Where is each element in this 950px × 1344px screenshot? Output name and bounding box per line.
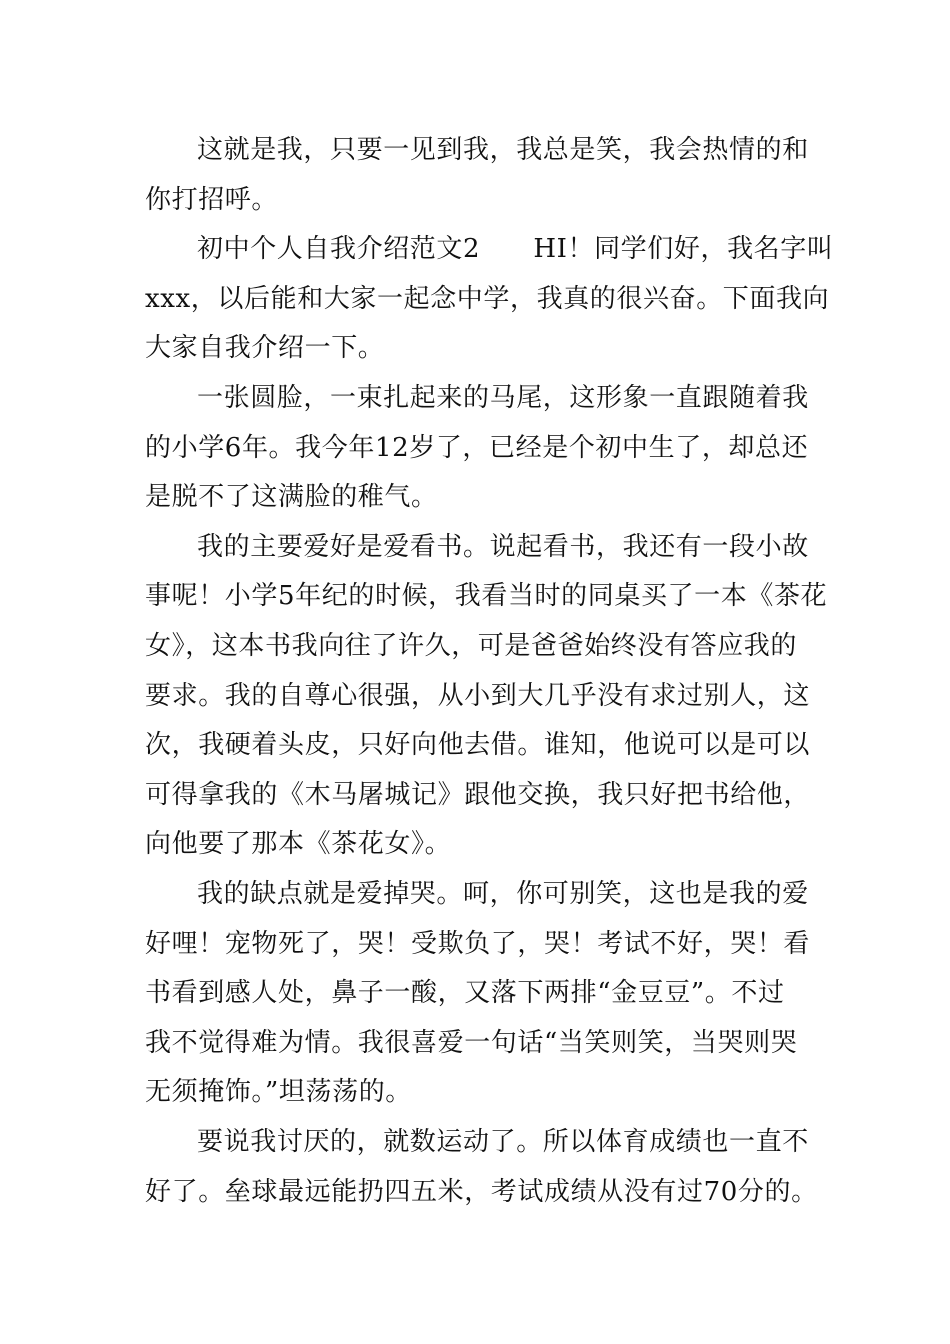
text-line: 是脱不了这满脸的稚气。 [145,482,438,512]
text-line: 初中个人自我介绍范文2 HI！同学们好，我名字叫 [197,234,834,264]
text-line: 我的主要爱好是爱看书。说起看书，我还有一段小故 [197,532,809,562]
text-line: 的小学6年。我今年12岁了，已经是个初中生了，却总还 [145,433,809,463]
text-line: 大家自我介绍一下。 [145,333,385,363]
text-line: 向他要了那本《茶花女》。 [145,829,452,859]
text-line: 一张圆脸，一束扎起来的马尾，这形象一直跟随着我 [197,383,809,413]
text-line: 可得拿我的《木马屠城记》跟他交换，我只好把书给他， [145,780,811,810]
text-line: 好了。垒球最远能扔四五米，考试成绩从没有过70分的。 [145,1177,818,1207]
text-line: 事呢！小学5年纪的时候，我看当时的同桌买了一本《茶花 [145,581,828,611]
text-line: 女》，这本书我向往了许久，可是爸爸始终没有答应我的 [145,631,798,661]
text-line: 要说我讨厌的，就数运动了。所以体育成绩也一直不 [197,1127,809,1157]
text-line: xxx，以后能和大家一起念中学，我真的很兴奋。下面我向 [145,284,830,314]
text-line: 要求。我的自尊心很强，从小到大几乎没有求过别人，这 [145,681,811,711]
text-line: 书看到感人处，鼻子一酸，又落下两排“金豆豆”。不过 [145,978,785,1008]
text-line: 我不觉得难为情。我很喜爱一句话“当笑则笑，当哭则哭 [145,1028,798,1058]
text-line: 我的缺点就是爱掉哭。呵，你可别笑，这也是我的爱 [197,879,809,909]
text-line: 这就是我，只要一见到我，我总是笑，我会热情的和 [197,135,809,165]
text-line: 好哩！宠物死了，哭！受欺负了，哭！考试不好，哭！看 [145,929,811,959]
text-line: 你打招呼。 [145,185,279,215]
text-line: 次，我硬着头皮，只好向他去借。谁知，他说可以是可以 [145,730,811,760]
text-line: 无须掩饰。”坦荡荡的。 [145,1077,412,1107]
